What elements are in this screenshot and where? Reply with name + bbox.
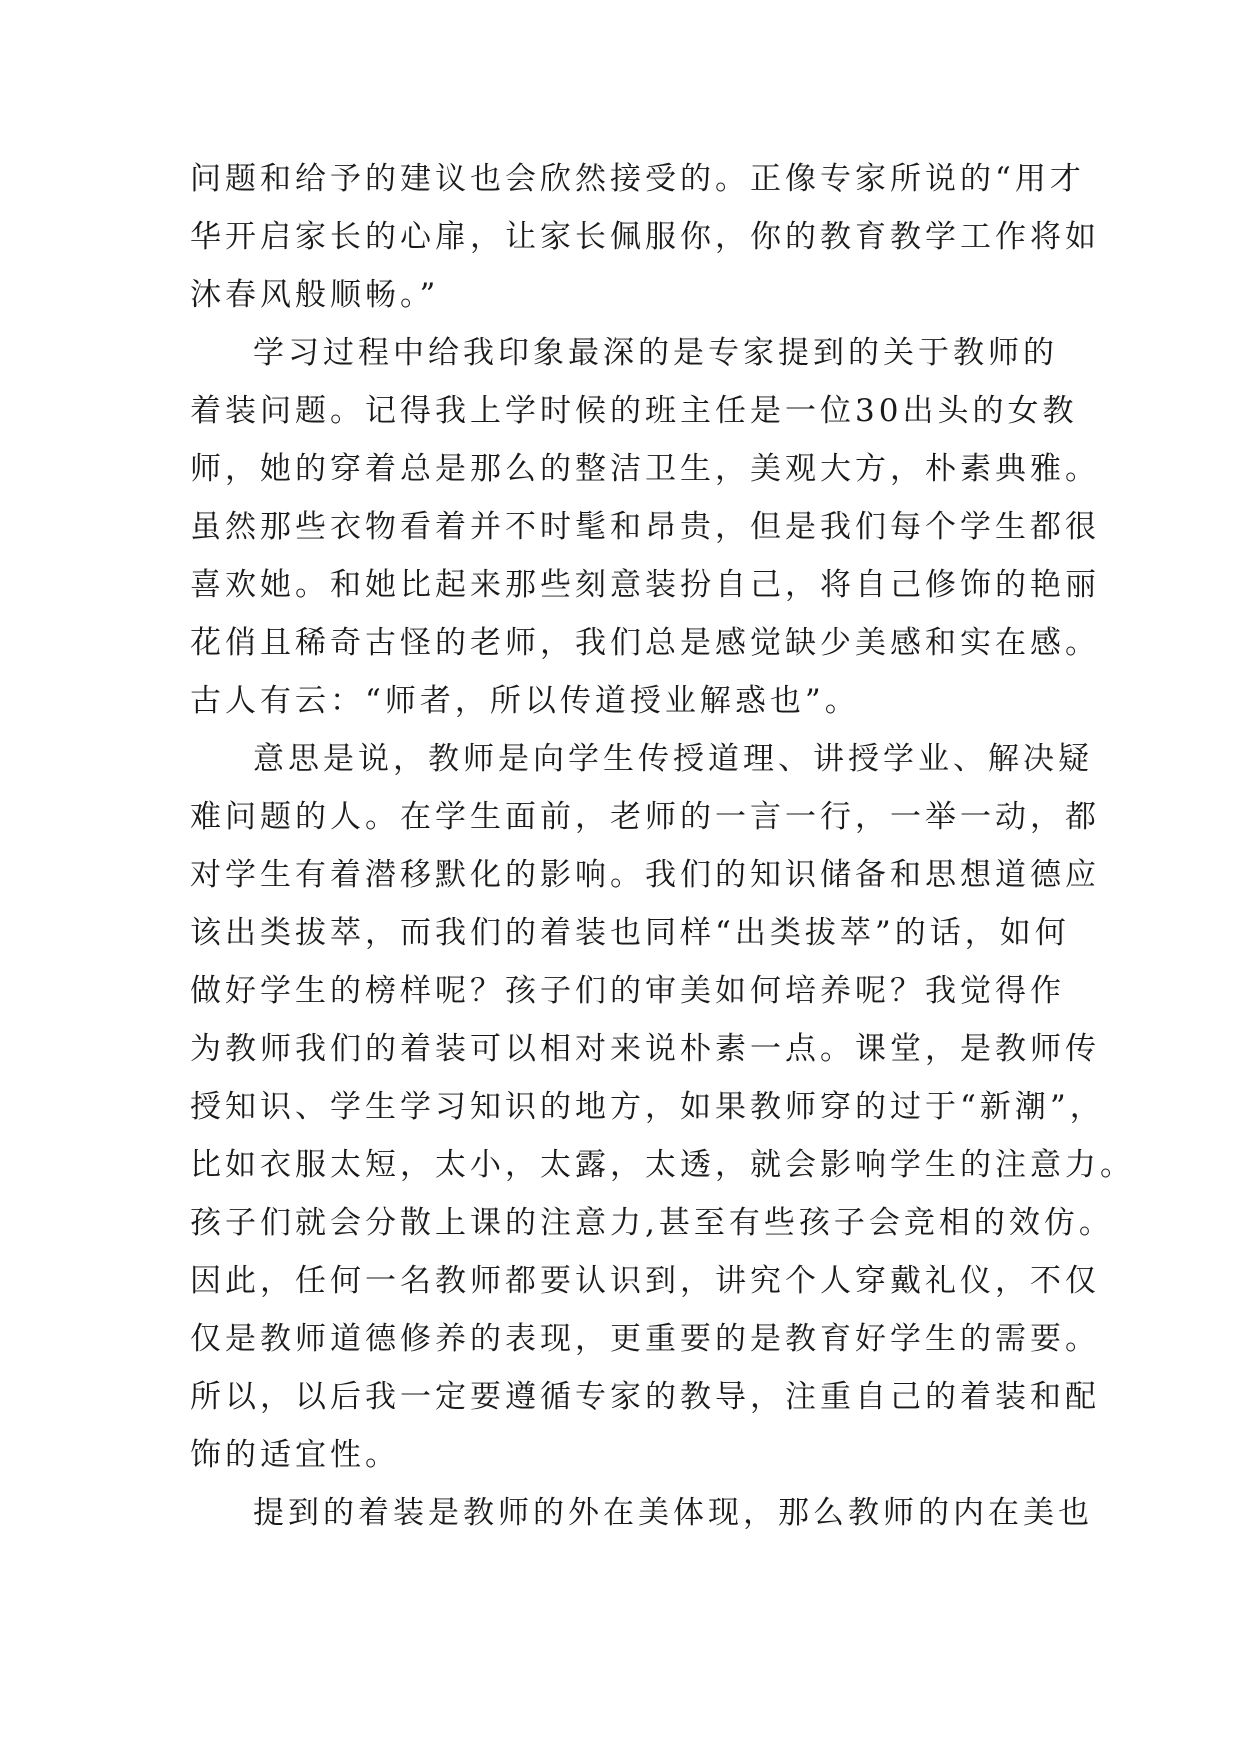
text-line: 比如衣服太短，太小，太露，太透，就会影响学生的注意力。 <box>190 1147 1135 1183</box>
paragraph-first-line: 提到的着装是教师的外在美体现，那么教师的内在美也 <box>253 1495 1093 1531</box>
text-line: 虽然那些衣物看着并不时髦和昂贵，但是我们每个学生都很 <box>190 509 1100 545</box>
text-line: 喜欢她。和她比起来那些刻意装扮自己，将自己修饰的艳丽 <box>190 567 1100 603</box>
paragraph-first-line: 意思是说，教师是向学生传授道理、讲授学业、解决疑 <box>253 741 1093 777</box>
text-line: 华开启家长的心扉，让家长佩服你，你的教育教学工作将如 <box>190 219 1100 255</box>
text-line: 为教师我们的着装可以相对来说朴素一点。课堂，是教师传 <box>190 1031 1100 1067</box>
paragraph-first-line: 学习过程中给我印象最深的是专家提到的关于教师的 <box>253 335 1058 371</box>
text-line: 花俏且稀奇古怪的老师，我们总是感觉缺少美感和实在感。 <box>190 625 1100 661</box>
text-line: 古人有云：“师者，所以传道授业解惑也”。 <box>190 683 860 719</box>
text-line: 因此，任何一名教师都要认识到，讲究个人穿戴礼仪，不仅 <box>190 1263 1100 1299</box>
text-line: 问题和给予的建议也会欣然接受的。正像专家所说的“用才 <box>190 161 1085 197</box>
text-line: 难问题的人。在学生面前，老师的一言一行，一举一动，都 <box>190 799 1100 835</box>
text-line: 孩子们就会分散上课的注意力,甚至有些孩子会竞相的效仿。 <box>190 1205 1114 1241</box>
text-line: 师，她的穿着总是那么的整洁卫生，美观大方，朴素典雅。 <box>190 451 1100 487</box>
text-line: 仅是教师道德修养的表现，更重要的是教育好学生的需要。 <box>190 1321 1100 1357</box>
text-line: 对学生有着潜移默化的影响。我们的知识储备和思想道德应 <box>190 857 1100 893</box>
text-line: 沐春风般顺畅。” <box>190 277 440 313</box>
text-line: 授知识、学生学习知识的地方，如果教师穿的过于“新潮”， <box>190 1089 1105 1125</box>
text-line: 该出类拔萃，而我们的着装也同样“出类拔萃”的话，如何 <box>190 915 1070 951</box>
text-line: 做好学生的榜样呢？孩子们的审美如何培养呢？我觉得作 <box>190 973 1065 1009</box>
text-line: 饰的适宜性。 <box>190 1437 400 1473</box>
text-line: 所以，以后我一定要遵循专家的教导，注重自己的着装和配 <box>190 1379 1100 1415</box>
body-text <box>190 150 1135 1542</box>
text-line: 着装问题。记得我上学时候的班主任是一位30出头的女教 <box>190 393 1078 429</box>
